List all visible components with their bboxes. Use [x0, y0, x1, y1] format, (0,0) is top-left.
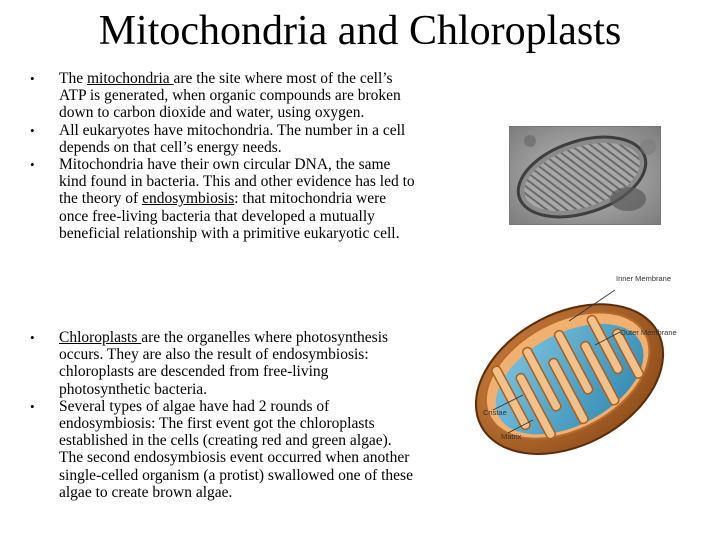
bullet-algae: • Several types of algae have had 2 rounds of endosymbiosis: The first event got the chloroplasts established in the cells (creating red and green algae). The second endosymbiosis event occurred when another single-celled organism (a protist) swallowed one of these algae to create brown algae. [30, 398, 415, 501]
mitochondrion-micrograph [509, 126, 661, 225]
bullet-text: are the organelles where photosynthesis occurs. They are also the result of endosymbiosis: chloroplasts are descended from free-living photosynthetic bacteria. [59, 329, 389, 398]
bullet-chloroplasts [30, 329, 415, 398]
bullet-circular-dna [30, 156, 415, 242]
label-matrix: Matrix [501, 432, 522, 441]
label-cristae: Cristae [483, 408, 507, 417]
chloroplasts-term: Chloroplasts [59, 329, 142, 346]
bullet-text: are the site where most of the cell’s ATP is generated, when organic compounds are broken down to carbon dioxide and water, using oxygen. [59, 70, 401, 122]
bullet-mitochondria-atp [30, 70, 415, 122]
chloroplast-bullet-list [30, 329, 415, 501]
bullet-eukaryotes: • All eukaryotes have mitochondria. The number in a cell depends on that cell’s energy needs. [30, 122, 415, 156]
label-outer-membrane: Outer Membrane [620, 328, 677, 337]
bullet-text: Mitochondria have their own circular DNA, the same kind found in bacteria. This and other evidence has led to the theory of [59, 156, 415, 208]
bullet-text: : that mitochondria were once free-living bacteria that developed a mutually beneficial relationship with a primitive eukaryotic cell. [59, 190, 400, 242]
bullet-text: The [59, 70, 87, 87]
mitochondria-term: mitochondria [86, 70, 174, 87]
mitochondria-bullet-list [30, 70, 415, 242]
mitochondrion-diagram [463, 265, 703, 480]
slide-title: Mitochondria and Chloroplasts [98, 8, 622, 54]
label-inner-membrane: Inner Membrane [616, 274, 672, 283]
endosymbiosis-term: endosymbiosis [142, 190, 235, 208]
